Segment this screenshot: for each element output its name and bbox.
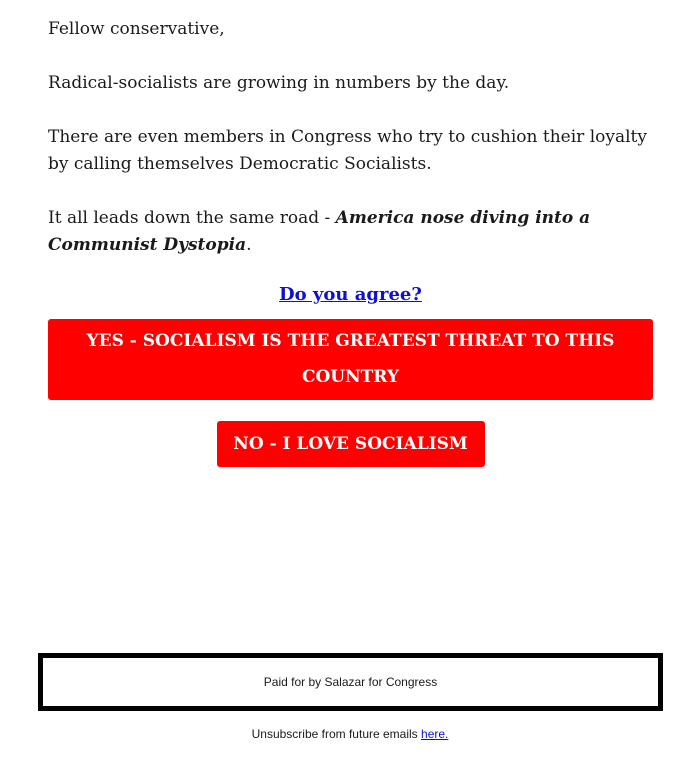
paragraph-socialists-growing: Radical-socialists are growing in numbers by the day. [48,73,510,93]
paragraph-same-road-emphasis: America nose diving into a Communist Dystopia [48,208,591,255]
paragraph-congress-members: There are even members in Congress who try to cushion their loyalty by calling themselves Democratic Socialists. [48,127,647,174]
paid-for-disclaimer-box [38,653,663,711]
paragraph-same-road-suffix: . [246,235,252,255]
no-love-socialism-button[interactable]: NO - I LOVE SOCIALISM [217,421,485,467]
question-row [48,283,653,319]
unsubscribe-text: Unsubscribe from future emails [251,727,422,741]
do-you-agree-link[interactable]: Do you agree? [279,284,422,305]
paid-for-text: Paid for by Salazar for Congress [263,675,438,689]
paragraph-same-road-prefix: It all leads down the same road - [48,208,336,228]
no-button-row [48,421,653,467]
unsubscribe-line [0,727,700,741]
greeting: Fellow conservative, [48,19,225,39]
email-body [48,16,653,467]
paragraph-same-road [48,205,653,259]
yes-socialism-threat-button[interactable]: YES - SOCIALISM IS THE GREATEST THREAT TO THIS COUNTRY [48,319,653,400]
unsubscribe-link[interactable]: here. [421,727,449,741]
